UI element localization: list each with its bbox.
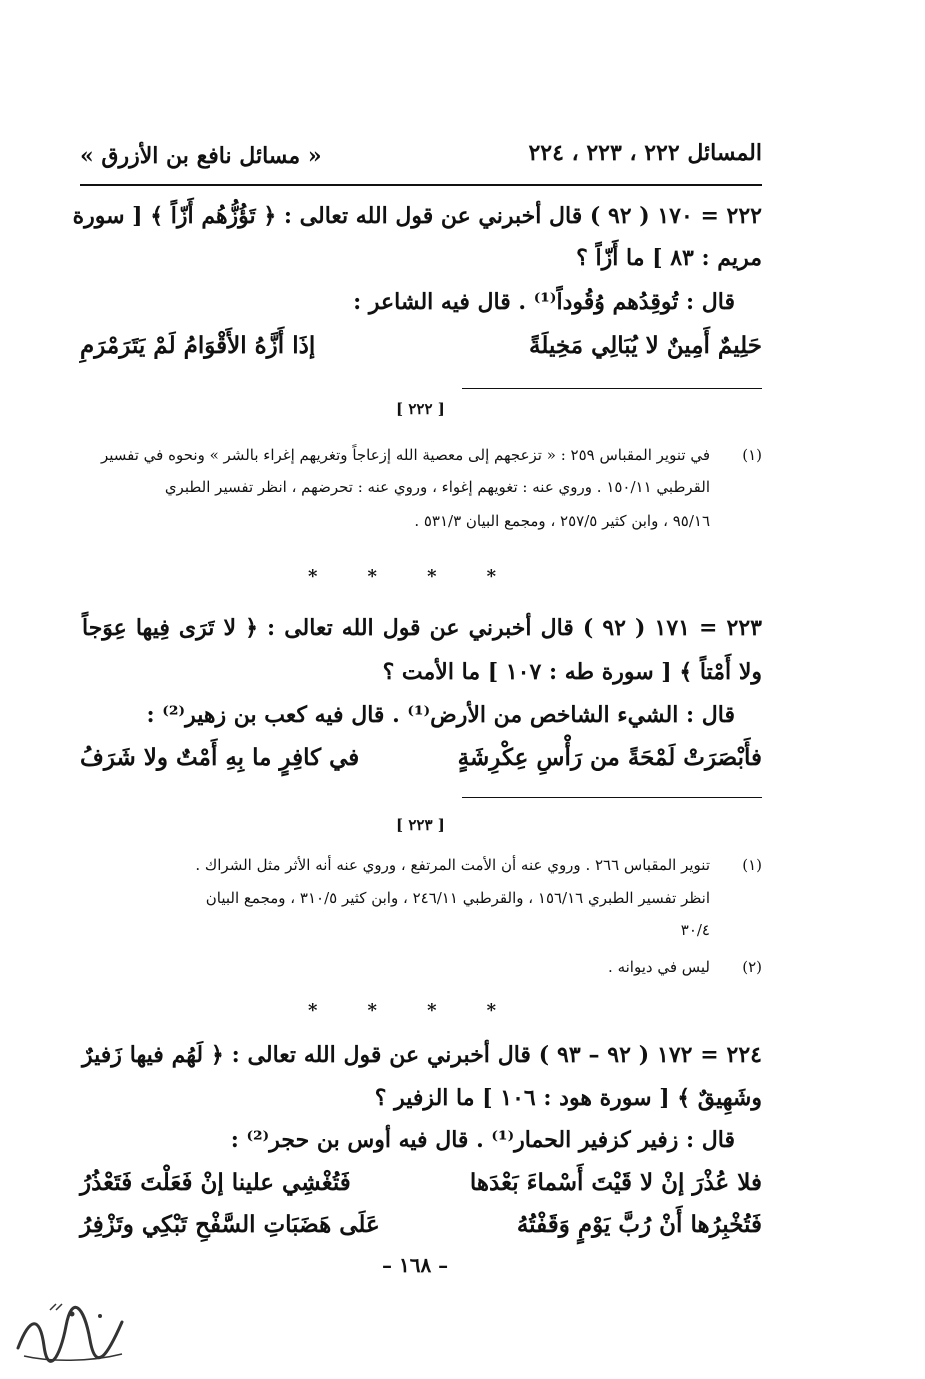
body-line: قال : زفير كزفير الحمار⁽¹⁾ . قال فيه أوس بن حجر⁽²⁾ : xyxy=(230,1127,735,1153)
footnote-line: انظر تفسير الطبري ١٥٦/١٦ ، والقرطبي ٢٤٦/١١ ، وابن كثير ٣١٠/٥ ، ومجمع البيان xyxy=(205,889,710,907)
verse-first-hemistich: فَتُخْبِرُها أَنْ رُبَّ يَوْمٍ وَقَفْتُهُ xyxy=(516,1211,762,1238)
footnote-line: تنوير المقباس ٢٦٦ . وروي عنه أن الأمت المرتفع ، وروي عنه أنه الأثر مثل الشراك . xyxy=(195,856,710,874)
library-stamp-logo xyxy=(10,1296,130,1368)
footnote-rule xyxy=(462,388,762,389)
body-line: قال : تُوقِدُهم وُقُوداً⁽¹⁾ . قال فيه الشاعر : xyxy=(353,289,735,315)
body-line: قال : الشيء الشاخص من الأرض⁽¹⁾ . قال فيه كعب بن زهير⁽²⁾ : xyxy=(146,702,735,728)
section-marker: [ ٢٢٣ ] xyxy=(396,816,445,834)
body-line: ٢٢٤ = ١٧٢ ( ٩٢ – ٩٣ ) قال أخبرني عن قول الله تعالى : ﴿ لَهُم فيها زَفيرٌ xyxy=(82,1042,762,1068)
body-line: مريم : ٨٣ ] ما أَزّاً ؟ xyxy=(576,245,762,271)
footnote-number: (١) xyxy=(742,856,762,874)
section-separator: * * * * xyxy=(308,566,497,587)
body-line: ٢٢٣ = ١٧١ ( ٩٢ ) قال أخبرني عن قول الله تعالى : ﴿ لا تَرَى فِيها عِوَجاً xyxy=(82,615,762,641)
verse-first-hemistich: فأَبْصَرَتْ لَمْحَةً من رَأْسِ عِكْرِشَةٍ xyxy=(457,744,762,771)
section-separator: * * * * xyxy=(308,1000,497,1021)
footnote-line: ليس في ديوانه . xyxy=(608,958,710,976)
footnote-number: (٢) xyxy=(742,958,762,976)
body-line: وشَهِيقٌ ﴾ [ سورة هود : ١٠٦ ] ما الزفير ؟ xyxy=(374,1085,762,1111)
verse-second-hemistich: في كافِرٍ ما بِهِ أَمْتٌ ولا شَرَفُ xyxy=(80,744,360,771)
footnote-number: (١) xyxy=(742,446,762,464)
footnote-line: القرطبي ١٥٠/١١ . وروي عنه : تغويهم إغواء ، وروي عنه : تحرضهم ، انظر تفسير الطبري xyxy=(164,478,710,496)
header-rule xyxy=(80,184,762,186)
page-number: – ١٦٨ – xyxy=(382,1253,449,1277)
verse-second-hemistich: إذَا أَزَّهُ الأَقْوَامُ لَمْ يَتَرَمْرَمِ xyxy=(80,332,316,359)
footnote-line: ٣٠/٤ xyxy=(680,921,710,939)
header-left-title: « مسائل نافع بن الأزرق » xyxy=(80,143,322,169)
verse-first-hemistich: فلا عُذْرَ إنْ لا قَيْتَ أَسْماءَ بَعْدَها xyxy=(469,1169,762,1196)
section-marker: [ ٢٢٢ ] xyxy=(396,400,445,418)
footnote-line: ٩٥/١٦ ، وابن كثير ٢٥٧/٥ ، ومجمع البيان ٥٣١/٣ . xyxy=(414,512,710,530)
footnote-rule xyxy=(462,797,762,798)
footnote-line: في تنوير المقباس ٢٥٩ : « تزعجهم إلى معصية الله إزعاجاً وتغريهم إغراء بالشر » ونحوه في تفسير xyxy=(100,446,710,464)
body-line: ولا أَمْتاً ﴾ [ سورة طه : ١٠٧ ] ما الأمت ؟ xyxy=(382,659,762,685)
verse-first-hemistich: حَلِيمٌ أَمِينٌ لا يُبَالِي مَخِيلَةً xyxy=(529,332,762,359)
header-right-title: المسائل ٢٢٢ ، ٢٢٣ ، ٢٢٤ xyxy=(528,140,762,166)
body-line: ٢٢٢ = ١٧٠ ( ٩٢ ) قال أخبرني عن قول الله تعالى : ﴿ تَؤُزُّهُم أَزّاً ﴾ [ سورة xyxy=(72,203,762,229)
verse-second-hemistich: فَتُغْشِي علينا إنْ فَعَلْتَ فَتَعْذُرُ xyxy=(80,1169,351,1196)
verse-second-hemistich: عَلَى هَضَبَاتِ السَّفْحِ تَبْكِي وتَزْفِرُ xyxy=(80,1211,380,1238)
